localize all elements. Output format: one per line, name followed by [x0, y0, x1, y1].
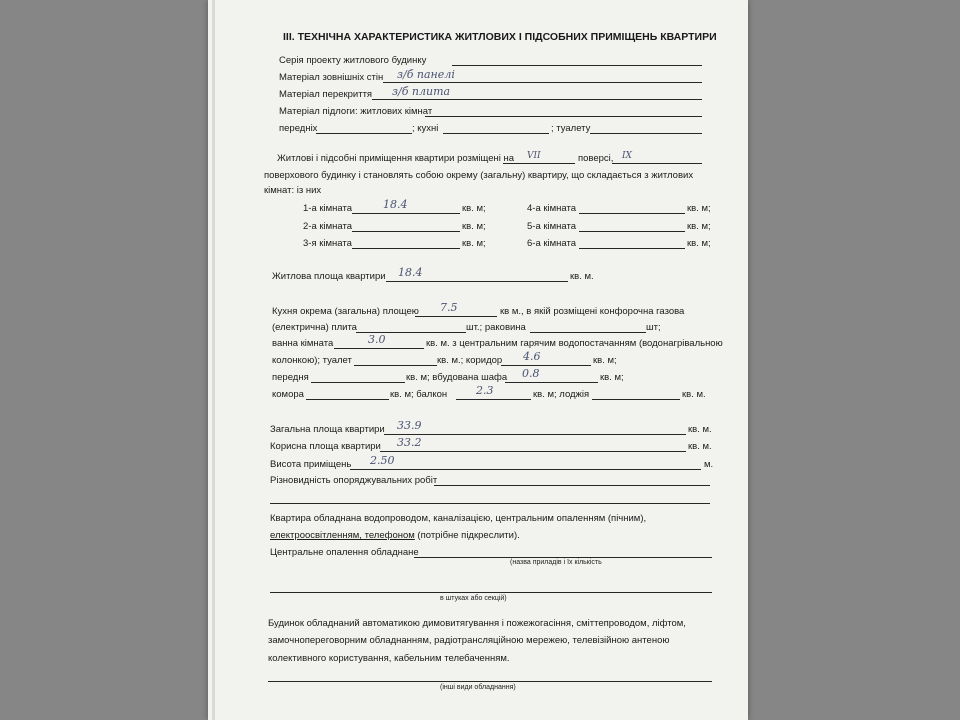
room-2-line	[352, 231, 460, 232]
kitchen-floor-line	[443, 133, 549, 134]
equipment-caption: (інші види обладнання)	[440, 684, 516, 691]
bathroom-text: кв. м. з центральним гарячим водопостачанням (водонагрівальною	[426, 338, 723, 349]
utilities-underlined: електроосвітленням, телефоном	[270, 530, 415, 541]
heating-caption-1: (назва приладів і їх кількість	[510, 559, 602, 566]
heating-label: Центральне опалення обладнане	[270, 547, 419, 558]
corridor-unit: кв. м;	[593, 355, 617, 366]
toilet-floor-label: ; туалету	[551, 123, 591, 134]
loggia-label: кв. м; лоджія	[533, 389, 590, 400]
stove-label: (електрична) плита	[272, 322, 357, 333]
room-3-unit: кв. м;	[462, 238, 486, 249]
pantry-line	[306, 399, 389, 400]
building-text-1: Будинок обладнаний автоматикою димовитягування і пожежогасіння, сміттепроводом, ліфтом,	[268, 618, 686, 629]
kitchen-area-line	[415, 316, 497, 317]
toilet-label: колонкою); туалет	[272, 355, 352, 366]
balcony-line	[456, 399, 531, 400]
heating-line-2	[270, 592, 712, 593]
heating-line	[414, 557, 712, 558]
utilities-text-1: Квартира обладнана водопроводом, каналізацією, центральним опаленням (пічним),	[270, 513, 647, 524]
hallway-label: передня	[272, 372, 309, 383]
location-text-2: поверхового будинку і становлять собою окрему (загальну) квартиру, що складається з житлових	[264, 170, 694, 181]
sink-label: шт.; раковина	[466, 322, 526, 333]
heating-caption-2: в штуках або секцій)	[440, 595, 507, 602]
loggia-line	[592, 399, 680, 400]
total-area-value: 33.9	[397, 419, 422, 432]
total-area-unit: кв. м.	[688, 424, 712, 435]
room-1-unit: кв. м;	[462, 203, 486, 214]
height-value: 2.50	[370, 454, 395, 467]
corridor-line	[501, 365, 591, 366]
height-label: Висота приміщень	[270, 459, 352, 470]
hall-line	[316, 133, 412, 134]
location-text-1: Житлові і підсобні приміщення квартири розміщені на	[277, 153, 515, 164]
location-text-floor: поверсі,	[578, 153, 614, 164]
room-3-label: 3-я кімната	[303, 238, 352, 249]
sink-unit: шт;	[646, 322, 661, 333]
floors-value: з/б плита	[392, 85, 451, 98]
living-area-line	[386, 281, 568, 282]
corridor-value: 4.6	[523, 350, 541, 363]
equipment-line	[268, 681, 712, 682]
kitchen-floor-label: ; кухні	[412, 123, 439, 134]
section-title: ІІІ. ТЕХНІЧНА ХАРАКТЕРИСТИКА ЖИТЛОВИХ І ПІДСОБНИХ ПРИМІЩЕНЬ КВАРТИРИ	[283, 31, 717, 43]
room-6-unit: кв. м;	[687, 238, 711, 249]
useful-area-label: Корисна площа квартири	[270, 441, 381, 452]
walls-value: з/б панелі	[397, 68, 455, 81]
bathroom-value: 3.0	[368, 333, 386, 346]
room-2-unit: кв. м;	[462, 221, 486, 232]
finishing-line-1	[434, 485, 710, 486]
floor-value: VII	[527, 151, 541, 161]
toilet-line	[354, 365, 437, 366]
walls-label: Матеріал зовнішніх стін	[279, 72, 384, 83]
living-area-unit: кв. м.	[570, 271, 594, 282]
location-text-3: кімнат: із них	[264, 185, 322, 196]
utilities-note: (потрібне підкреслити).	[414, 530, 520, 541]
floors-line	[372, 99, 702, 100]
floor-material-label: Матеріал підлоги: житлових кімнат	[279, 106, 433, 117]
floor-line	[503, 163, 575, 164]
floor-material-line	[425, 116, 702, 117]
utilities-text-2	[270, 530, 520, 542]
kitchen-label: Кухня окрема (загальна) площею	[272, 306, 419, 317]
kitchen-area-value: 7.5	[440, 301, 458, 314]
bathroom-label: ванна кімната	[272, 338, 334, 349]
room-3-line	[352, 248, 460, 249]
hallway-line	[311, 382, 405, 383]
useful-area-unit: кв. м.	[688, 441, 712, 452]
series-line	[452, 65, 702, 66]
living-area-label: Житлова площа квартири	[272, 271, 386, 282]
room-1-label: 1-а кімната	[303, 203, 353, 214]
balcony-label: кв. м; балкон	[390, 389, 448, 400]
living-area-value: 18.4	[398, 266, 423, 279]
corridor-label: кв. м.; коридор	[437, 355, 503, 366]
loggia-unit: кв. м.	[682, 389, 706, 400]
room-6-label: 6-а кімната	[527, 238, 577, 249]
room-1-value: 18.4	[383, 198, 408, 211]
wardrobe-unit: кв. м;	[600, 372, 624, 383]
balcony-value: 2.3	[476, 384, 494, 397]
kitchen-text-1: кв м., в якій розміщені конфорочна газова	[500, 306, 685, 317]
room-4-label: 4-а кімната	[527, 203, 577, 214]
page-edge	[212, 0, 215, 720]
total-floors-value: IX	[622, 151, 632, 161]
bathroom-line	[334, 348, 424, 349]
room-5-label: 5-а кімната	[527, 221, 577, 232]
room-6-line	[579, 248, 685, 249]
toilet-floor-line	[590, 133, 702, 134]
series-label: Серія проекту житлового будинку	[279, 55, 427, 66]
room-5-unit: кв. м;	[687, 221, 711, 232]
room-4-line	[579, 213, 685, 214]
total-area-line	[384, 434, 686, 435]
total-area-label: Загальна площа квартири	[270, 424, 385, 435]
height-line	[350, 469, 701, 470]
wardrobe-value: 0.8	[522, 367, 540, 380]
useful-area-line	[380, 451, 686, 452]
total-floors-line	[612, 163, 702, 164]
building-text-2: замочнопереговорним обладнанням, радіотрансляційною мережею, телевізійною антеною	[268, 635, 670, 646]
hall-label: передніх	[279, 123, 318, 134]
finishing-line-2	[270, 503, 710, 504]
wardrobe-line	[505, 382, 598, 383]
wardrobe-label: кв. м; вбудована шафа	[406, 372, 508, 383]
useful-area-value: 33.2	[397, 436, 422, 449]
walls-line	[383, 82, 702, 83]
room-2-label: 2-а кімната	[303, 221, 353, 232]
room-5-line	[579, 231, 685, 232]
height-unit: м.	[704, 459, 714, 470]
pantry-label: комора	[272, 389, 304, 400]
building-text-3: колективного користування, кабельним телебаченням.	[268, 653, 510, 664]
finishing-label: Різновидність опоряджувальних робіт	[270, 475, 438, 486]
room-1-line	[352, 213, 460, 214]
floors-label: Матеріал перекриття	[279, 89, 373, 100]
room-4-unit: кв. м;	[687, 203, 711, 214]
sink-line	[530, 332, 646, 333]
